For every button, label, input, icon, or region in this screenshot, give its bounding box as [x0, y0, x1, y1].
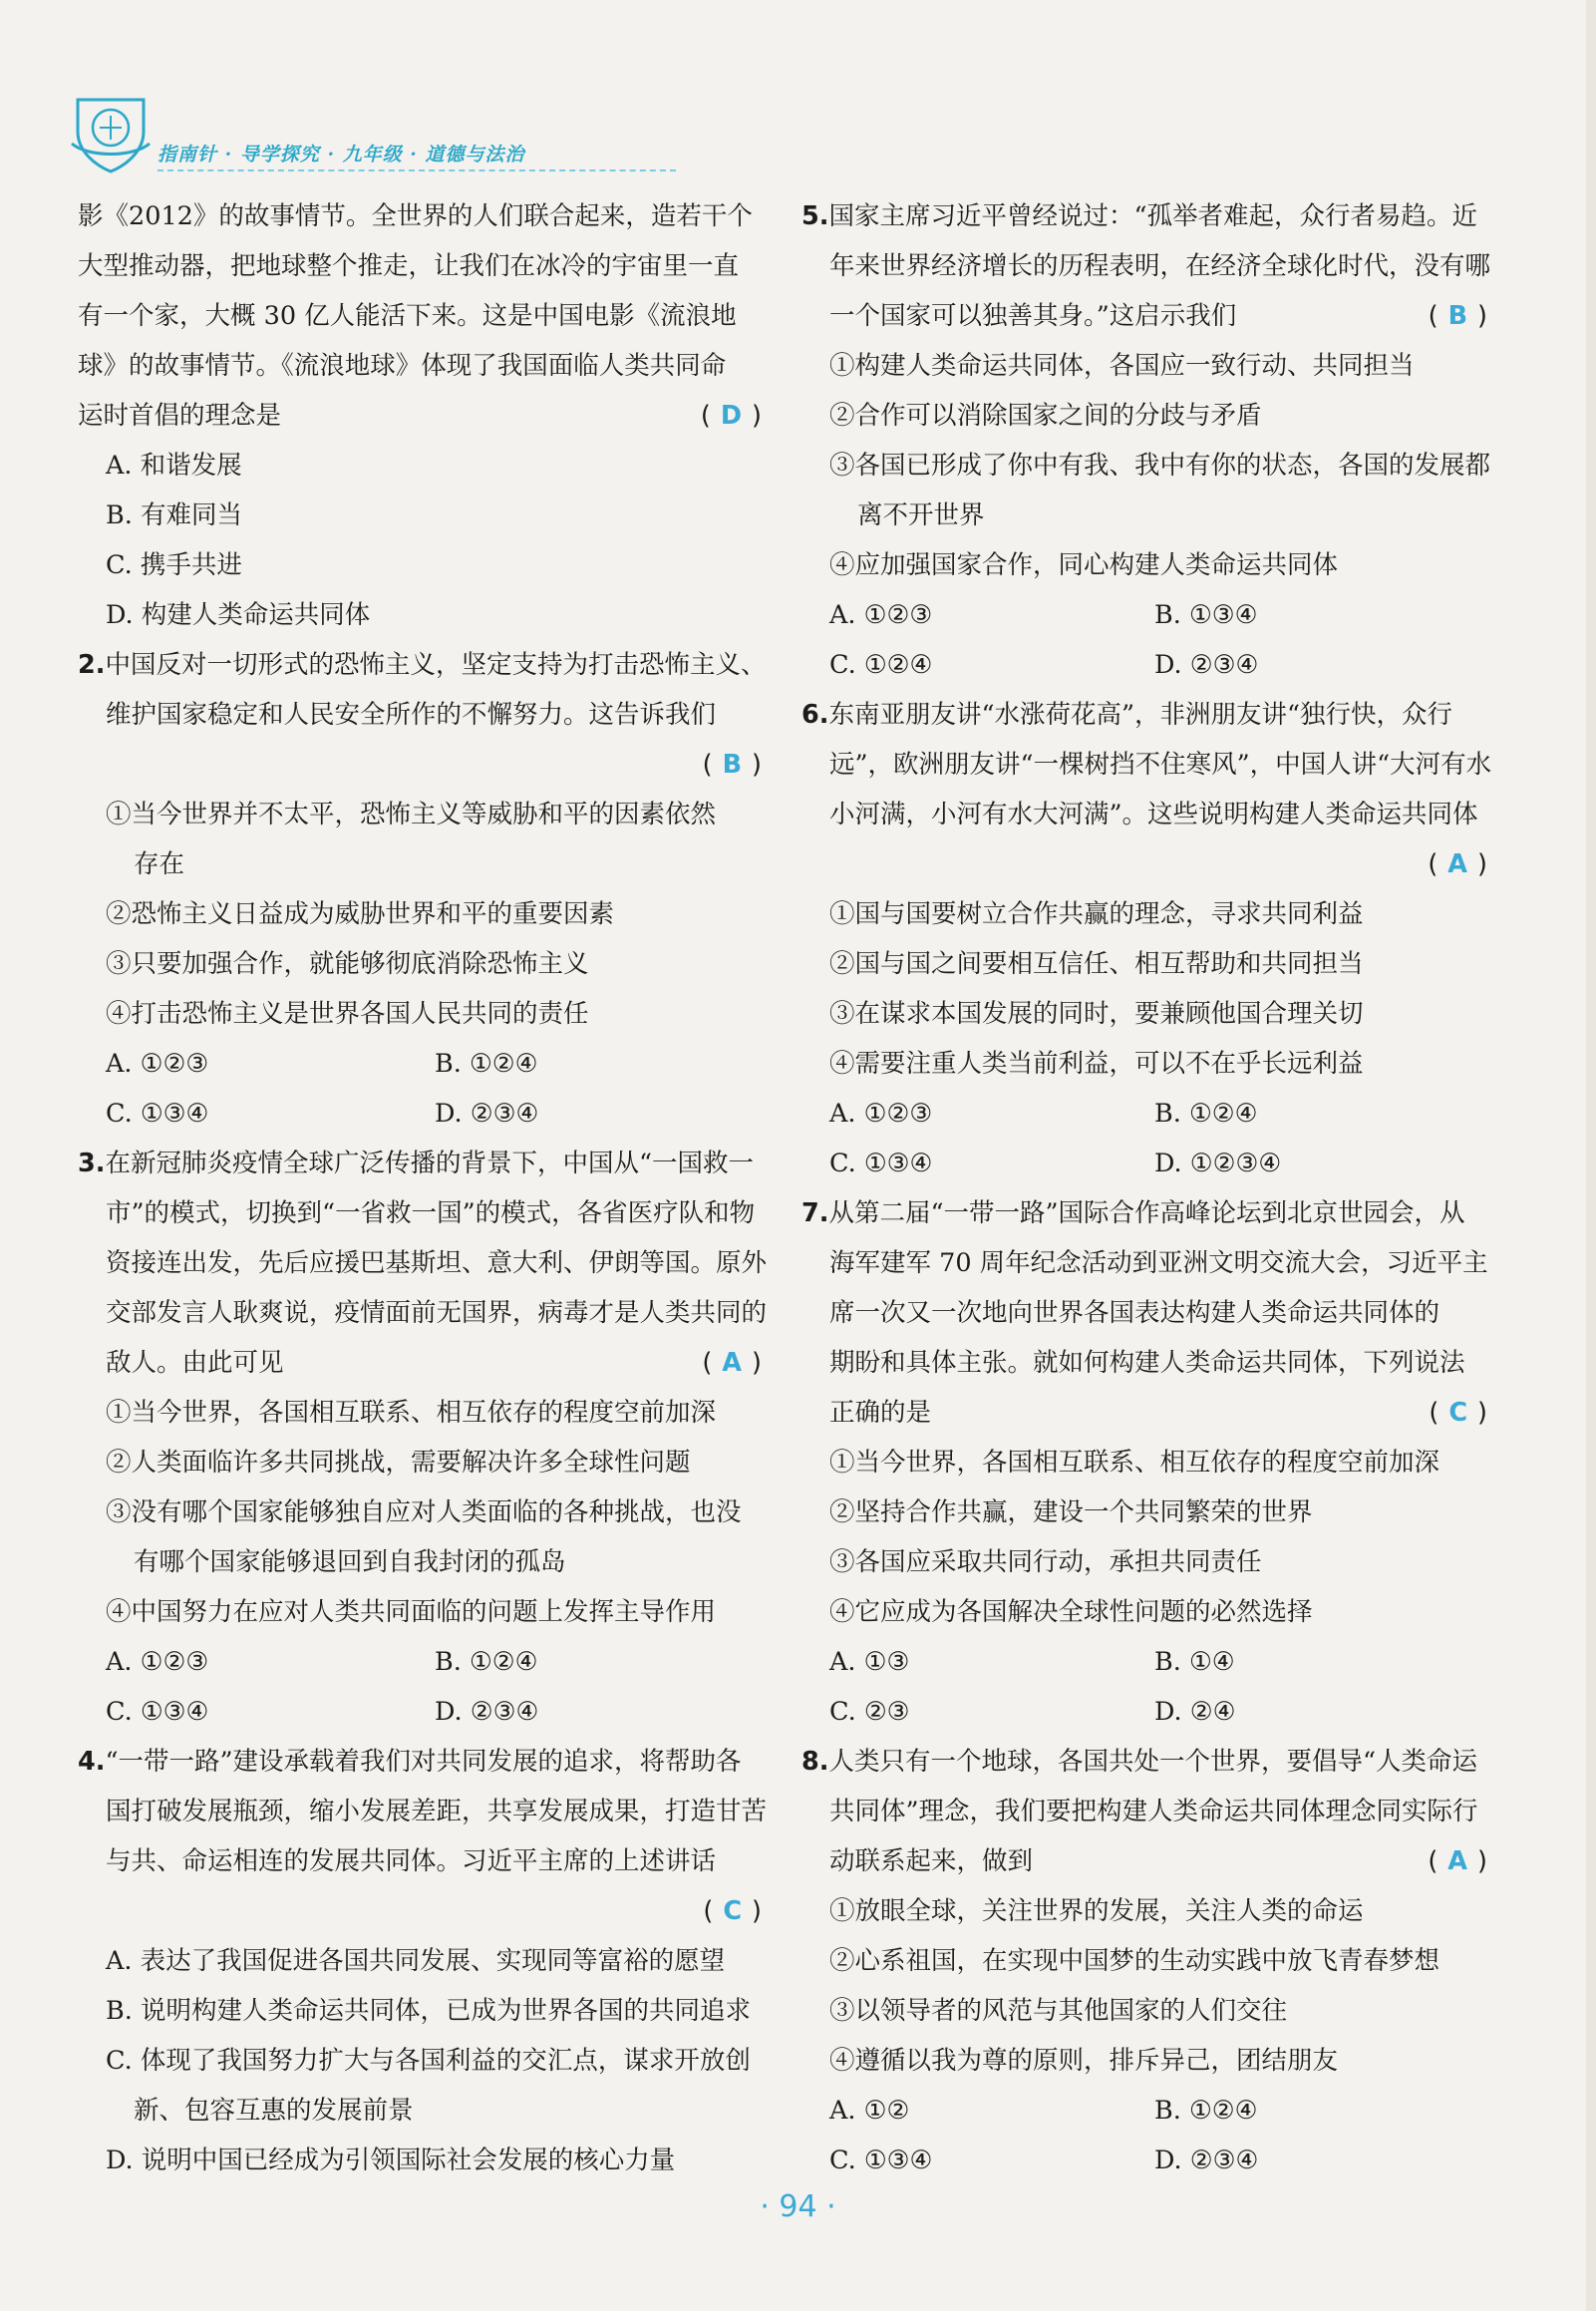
option-row: C. ①③④ D. ②③④: [106, 1697, 539, 1727]
question-6-stem: 6.东南亚朋友讲“水涨荷花高”，非洲朋友讲“独行快，众行: [801, 700, 1453, 730]
statement-item: ③以领导者的风范与其他国家的人们交往: [829, 1996, 1288, 2026]
question-text-line: 市”的模式，切换到“一省救一国”的模式，各省医疗队和物: [106, 1198, 756, 1228]
series-title: 指南针 · 导学探究 · 九年级 · 道德与法治: [158, 144, 525, 165]
option: B. 有难同当: [106, 500, 242, 530]
answer-bracket: ( C ): [1429, 1398, 1487, 1428]
answer-line: [78, 1886, 766, 1936]
question-text-line: 与共、命运相连的发展共同体。习近平主席的上述讲话: [106, 1846, 717, 1876]
question-text-line: 正确的是 ( C ): [801, 1388, 1491, 1438]
question-text-line: 动联系起来，做到 ( A ): [801, 1836, 1491, 1886]
question-text-line: 影《2012》的故事情节。全世界的人们联合起来，造若干个: [78, 201, 753, 231]
statement-item: ③在谋求本国发展的同时，要兼顾他国合理关切: [829, 999, 1364, 1029]
question-2-stem: 2.中国反对一切形式的恐怖主义，坚定支持为打击恐怖主义、: [78, 650, 767, 680]
page-number: · 94 ·: [760, 2189, 836, 2224]
question-text-line: 敌人。由此可见 ( A ): [78, 1338, 766, 1388]
option: A. 和谐发展: [106, 451, 242, 481]
option: 新、包容互惠的发展前景: [134, 2096, 414, 2126]
answer-bracket: ( B ): [702, 750, 762, 780]
statement-item: 存在: [134, 849, 185, 879]
question-text-line: 共同体”理念，我们要把构建人类命运共同体理念同实际行: [829, 1797, 1478, 1826]
question-text-line: 运时首倡的理念是 ( D ): [78, 391, 766, 441]
option-row: A. ①②③ B. ①③④: [829, 600, 1258, 630]
statement-item: ④遵循以我为尊的原则，排斥异己，团结朋友: [829, 2046, 1339, 2076]
left-column: [78, 191, 766, 2185]
answer-bracket: ( A ): [702, 1348, 762, 1378]
statement-item: ②合作可以消除国家之间的分歧与矛盾: [829, 401, 1262, 431]
answer-line: [78, 740, 766, 790]
statement-item: ③各国应采取共同行动，承担共同责任: [829, 1547, 1262, 1577]
statement-item: ①放眼全球，关注世界的发展，关注人类的命运: [829, 1896, 1364, 1926]
answer-bracket: ( B ): [1428, 301, 1487, 331]
statement-item: ①当今世界，各国相互联系、相互依存的程度空前加深: [829, 1448, 1440, 1478]
statement-item: ③没有哪个国家能够独自应对人类面临的各种挑战，也没: [106, 1497, 742, 1527]
statement-item: ①国与国要树立合作共赢的理念，寻求共同利益: [829, 899, 1364, 929]
option-row: A. ①② B. ①②④: [829, 2096, 1258, 2126]
question-text-line: 一个国家可以独善其身。”这启示我们 ( B ): [801, 291, 1491, 341]
question-7-stem: 7.从第二届“一带一路”国际合作高峰论坛到北京世园会，从: [801, 1198, 1465, 1228]
question-text-line: 有一个家，大概 30 亿人能活下来。这是中国电影《流浪地: [78, 301, 737, 331]
option-row: C. ①③④ D. ②③④: [829, 2146, 1259, 2175]
statement-item: ②心系祖国，在实现中国梦的生动实践中放飞青春梦想: [829, 1946, 1440, 1976]
statement-item: ④中国努力在应对人类共同面临的问题上发挥主导作用: [106, 1597, 717, 1627]
option-row: A. ①②③ B. ①②④: [106, 1647, 538, 1677]
question-text-line: 年来世界经济增长的历程表明，在经济全球化时代，没有哪: [829, 251, 1491, 281]
option-row: A. ①②③ B. ①②④: [829, 1099, 1258, 1129]
answer-bracket: ( A ): [1428, 1846, 1487, 1876]
statement-item: ①当今世界，各国相互联系、相互依存的程度空前加深: [106, 1398, 717, 1428]
option: C. 携手共进: [106, 550, 242, 580]
question-text-line: 小河满，小河有水大河满”。这些说明构建人类命运共同体: [829, 800, 1478, 829]
statement-item: ②坚持合作共赢，建设一个共同繁荣的世界: [829, 1497, 1313, 1527]
option: D. 说明中国已经成为引领国际社会发展的核心力量: [106, 2146, 676, 2175]
option-row: C. ①③④ D. ②③④: [106, 1099, 539, 1129]
question-text-line: 维护国家稳定和人民安全所作的不懈努力。这告诉我们: [106, 700, 717, 730]
option: A. 表达了我国促进各国共同发展、实现同等富裕的愿望: [106, 1946, 726, 1976]
header-divider: [158, 169, 676, 171]
answer-bracket: ( A ): [1428, 849, 1487, 879]
option: C. 体现了我国努力扩大与各国利益的交汇点，谋求开放创: [106, 2046, 751, 2076]
question-text-line: 远”，欧洲朋友讲“一棵树挡不住寒风”，中国人讲“大河有水: [829, 750, 1492, 780]
school-badge-logo: [68, 88, 154, 173]
statement-item: ②人类面临许多共同挑战，需要解决许多全球性问题: [106, 1448, 691, 1478]
statement-item: ④打击恐怖主义是世界各国人民共同的责任: [106, 999, 589, 1029]
option: D. 构建人类命运共同体: [106, 600, 371, 630]
question-8-stem: 8.人类只有一个地球，各国共处一个世界，要倡导“人类命运: [801, 1747, 1477, 1777]
statement-item: ①当今世界并不太平，恐怖主义等威胁和平的因素依然: [106, 800, 717, 829]
statement-item: ④它应成为各国解决全球性问题的必然选择: [829, 1597, 1313, 1627]
statement-item: ③各国已形成了你中有我、我中有你的状态，各国的发展都: [829, 451, 1491, 481]
option-row: C. ①②④ D. ②③④: [829, 650, 1259, 680]
answer-line: [801, 839, 1491, 889]
option-row: C. ①③④ D. ①②③④: [829, 1149, 1282, 1178]
statement-item: 离不开世界: [857, 500, 985, 530]
question-text-line: 国打破发展瓶颈，缩小发展差距，共享发展成果，打造甘苦: [106, 1797, 768, 1826]
option-row: A. ①③ B. ①④: [829, 1647, 1235, 1677]
statement-item: ②国与国之间要相互信任、相互帮助和共同担当: [829, 949, 1364, 979]
question-text-line: 大型推动器，把地球整个推走，让我们在冰冷的宇宙里一直: [78, 251, 740, 281]
statement-item: 有哪个国家能够退回到自我封闭的孤岛: [134, 1547, 566, 1577]
statement-item: ④应加强国家合作，同心构建人类命运共同体: [829, 550, 1339, 580]
right-column: [801, 191, 1491, 2185]
question-text-line: 交部发言人耿爽说，疫情面前无国界，病毒才是人类共同的: [106, 1298, 768, 1328]
question-3-stem: 3.在新冠肺炎疫情全球广泛传播的背景下，中国从“一国救一: [78, 1149, 754, 1178]
question-5-stem: 5.国家主席习近平曾经说过：“孤举者难起，众行者易趋。近: [801, 201, 1477, 231]
answer-bracket: ( D ): [700, 401, 762, 431]
question-4-stem: 4.“一带一路”建设承载着我们对共同发展的追求，将帮助各: [78, 1747, 742, 1777]
question-text-line: 期盼和具体主张。就如何构建人类命运共同体，下列说法: [829, 1348, 1465, 1378]
question-text-line: 海军建军 70 周年纪念活动到亚洲文明交流大会，习近平主: [829, 1248, 1488, 1278]
statement-item: ①构建人类命运共同体，各国应一致行动、共同担当: [829, 351, 1415, 381]
answer-bracket: ( C ): [703, 1896, 762, 1926]
page-header: [68, 78, 626, 177]
question-text-line: 资接连出发，先后应援巴基斯坦、意大利、伊朗等国。原外: [106, 1248, 768, 1278]
statement-item: ④需要注重人类当前利益，可以不在乎长远利益: [829, 1049, 1364, 1079]
option: B. 说明构建人类命运共同体，已成为世界各国的共同追求: [106, 1996, 751, 2026]
question-text-line: 席一次又一次地向世界各国表达构建人类命运共同体的: [829, 1298, 1440, 1328]
statement-item: ③只要加强合作，就能够彻底消除恐怖主义: [106, 949, 589, 979]
question-text-line: 球》的故事情节。《流浪地球》体现了我国面临人类共同命: [78, 351, 727, 381]
option-row: A. ①②③ B. ①②④: [106, 1049, 538, 1079]
statement-item: ②恐怖主义日益成为威胁世界和平的重要因素: [106, 899, 615, 929]
option-row: C. ②③ D. ②④: [829, 1697, 1236, 1727]
